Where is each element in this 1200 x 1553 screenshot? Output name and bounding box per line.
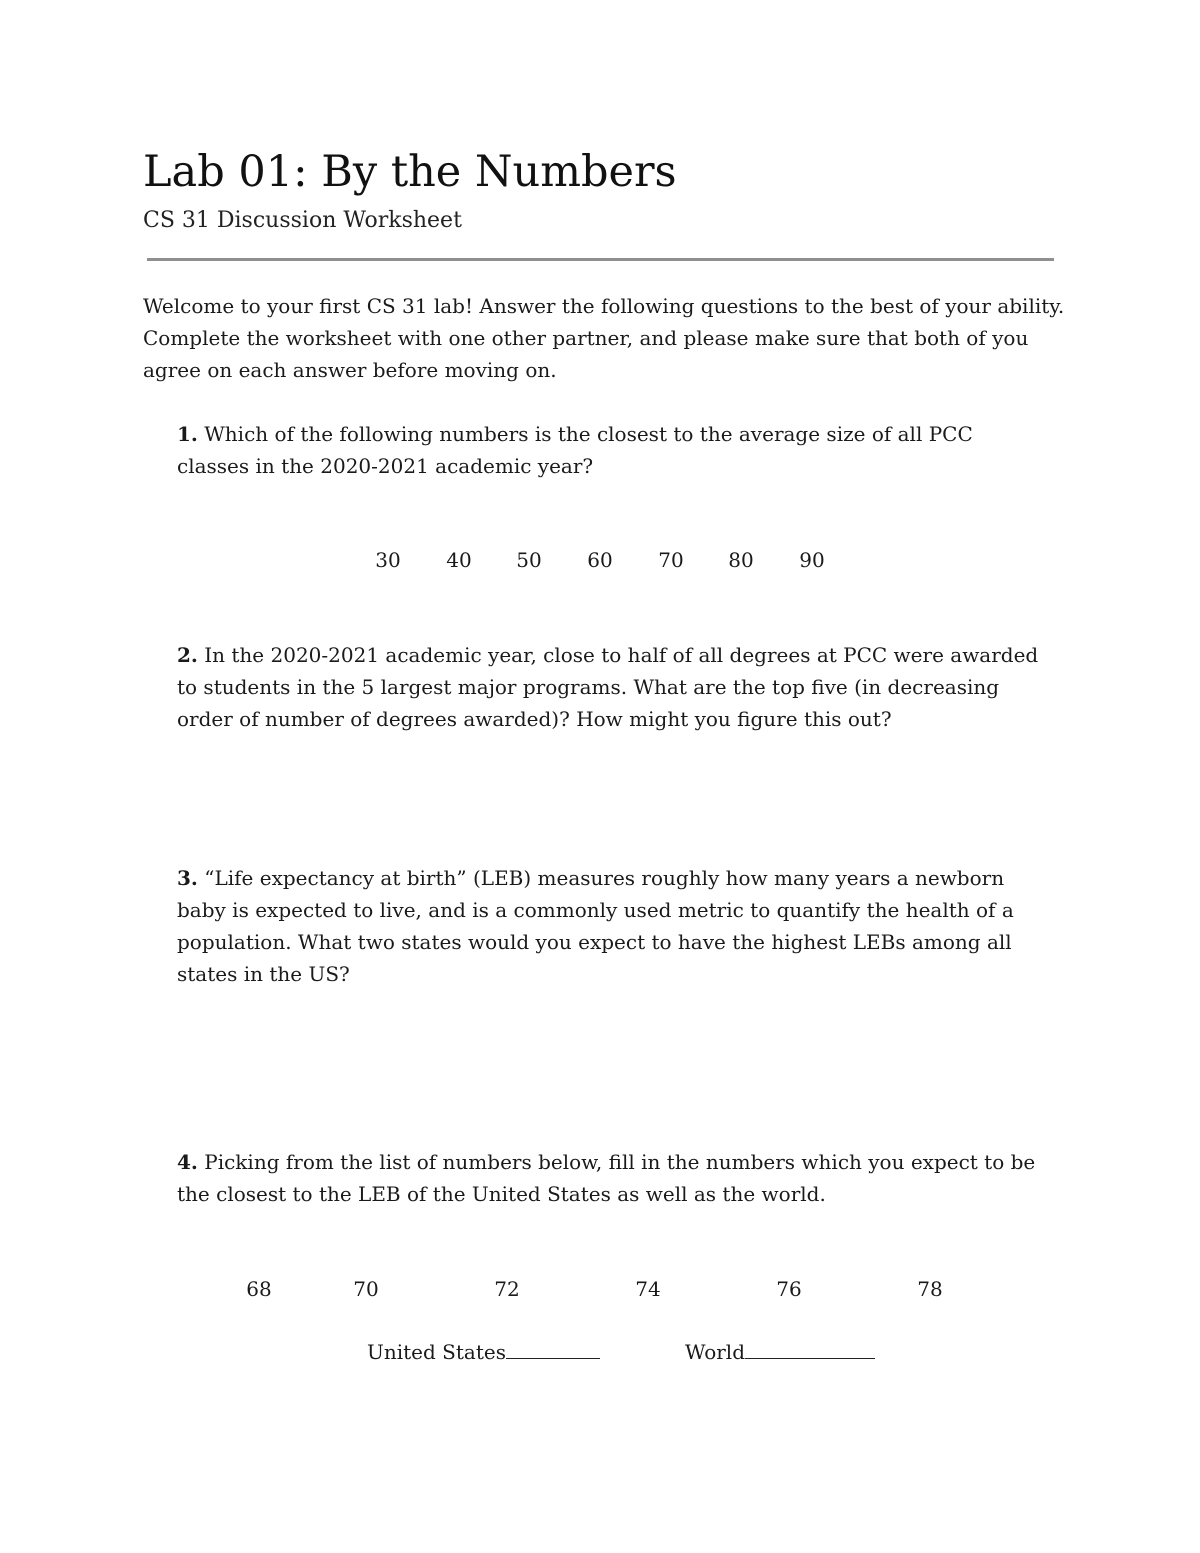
q4-choice[interactable]: 70 <box>353 1277 379 1301</box>
question-2 <box>177 639 1057 735</box>
q1-choice[interactable]: 80 <box>728 548 754 572</box>
intro-paragraph: Welcome to your first CS 31 lab! Answer the following questions to the best of your ability. Complete the worksheet with one other partner, and please make sure that both of you agree on each answer before moving on. <box>143 294 1065 382</box>
q1-choice[interactable]: 30 <box>375 548 401 572</box>
question-1-text: Which of the following numbers is the closest to the average size of all PCC classes in the 2020-2021 academic year? <box>177 422 973 478</box>
q4-choice[interactable]: 78 <box>917 1277 943 1301</box>
question-1 <box>177 418 977 482</box>
united-states-blank-field[interactable] <box>506 1336 600 1359</box>
q1-choice[interactable]: 90 <box>799 548 825 572</box>
q4-choice[interactable]: 72 <box>494 1277 520 1301</box>
question-3-number: 3. <box>177 866 198 890</box>
q4-choice[interactable]: 74 <box>635 1277 661 1301</box>
question-1-number: 1. <box>177 422 198 446</box>
question-4 <box>177 1146 1057 1210</box>
q1-choice[interactable]: 70 <box>658 548 684 572</box>
question-3 <box>177 862 1057 990</box>
fill-in-label: United States <box>367 1340 506 1364</box>
fill-in-label: World <box>685 1340 745 1364</box>
question-4-number: 4. <box>177 1150 198 1174</box>
q4-choice[interactable]: 76 <box>776 1277 802 1301</box>
question-2-number: 2. <box>177 643 198 667</box>
divider <box>147 258 1054 261</box>
q1-choice[interactable]: 50 <box>516 548 542 572</box>
world-blank-field[interactable] <box>745 1336 875 1359</box>
question-3-text: “Life expectancy at birth” (LEB) measures roughly how many years a newborn baby is expected to live, and is a commonly used metric to quantify the health of a population. What two states would you expect to have the highest LEBs among all states in the US? <box>177 866 1014 986</box>
q1-choice[interactable]: 60 <box>587 548 613 572</box>
question-2-text: In the 2020-2021 academic year, close to half of all degrees at PCC were awarded to students in the 5 largest major programs. What are the top five (in decreasing order of number of degrees awarded)? How might you figure this out? <box>177 643 1039 731</box>
question-4-text: Picking from the list of numbers below, fill in the numbers which you expect to be the closest to the LEB of the United States as well as the world. <box>177 1150 1036 1206</box>
q4-choice[interactable]: 68 <box>246 1277 272 1301</box>
page-subtitle: CS 31 Discussion Worksheet <box>143 208 462 233</box>
q1-choice[interactable]: 40 <box>446 548 472 572</box>
fill-in-world <box>685 1336 875 1367</box>
fill-in-united-states <box>367 1336 600 1367</box>
page-title: Lab 01: By the Numbers <box>143 147 677 197</box>
